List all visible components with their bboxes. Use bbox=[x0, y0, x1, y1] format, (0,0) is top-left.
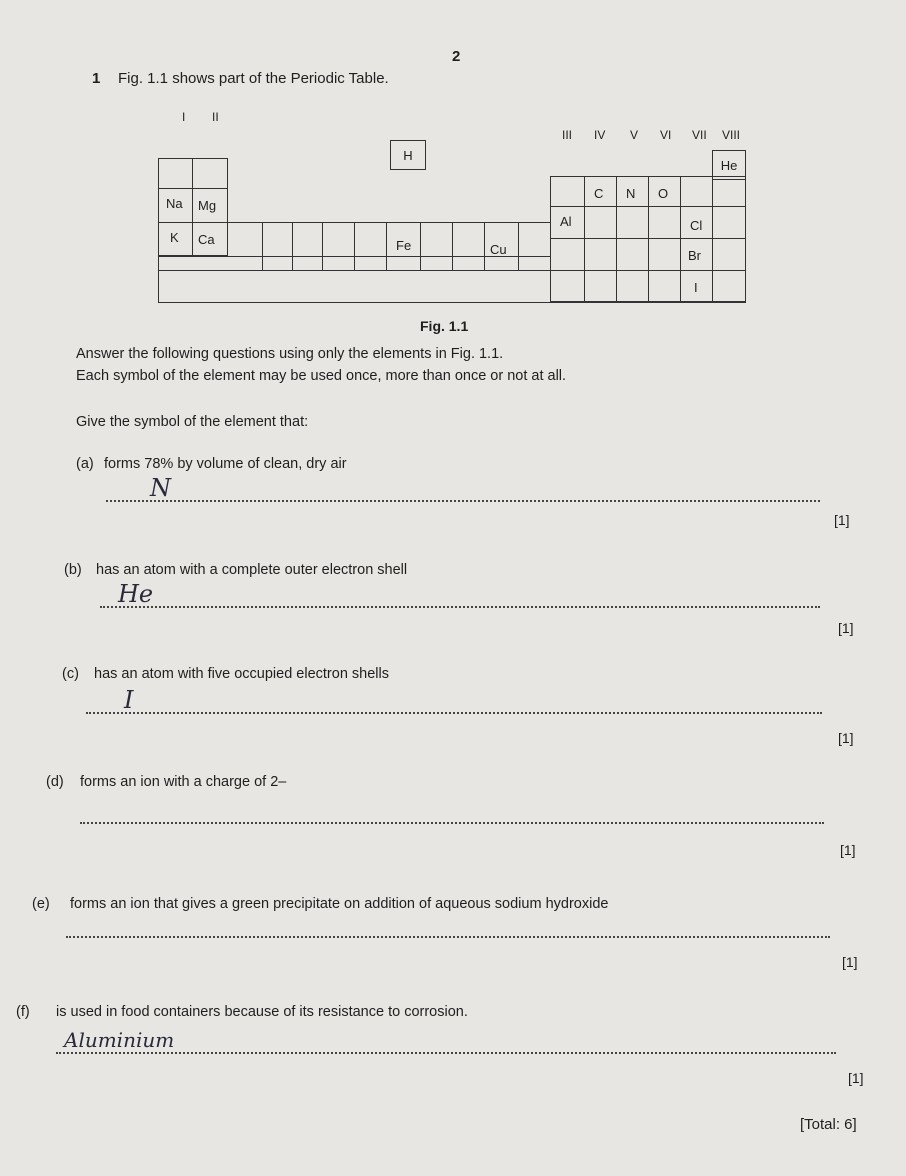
question-a-marks: [1] bbox=[834, 512, 850, 528]
question-b-answer-line[interactable] bbox=[100, 606, 820, 608]
question-a-answer: N bbox=[150, 474, 171, 502]
question-f-answer: Aluminium bbox=[64, 1028, 175, 1052]
question-f-text: is used in food containers because of its resistance to corrosion. bbox=[56, 1004, 468, 1020]
element-C: C bbox=[594, 186, 604, 201]
element-H: H bbox=[390, 140, 426, 170]
question-a-text: forms 78% by volume of clean, dry air bbox=[104, 456, 347, 472]
group-label-2: II bbox=[212, 110, 219, 124]
question-c-label: (c) bbox=[62, 666, 79, 682]
element-O: O bbox=[658, 186, 669, 201]
question-c-text: has an atom with five occupied electron shells bbox=[94, 666, 389, 682]
instruction-line-2: Each symbol of the element may be used once, more than once or not at all. bbox=[76, 368, 567, 384]
element-He: He bbox=[712, 150, 746, 180]
element-Br: Br bbox=[688, 248, 701, 263]
question-f-answer-line[interactable] bbox=[56, 1052, 836, 1054]
question-e-text: forms an ion that gives a green precipitate on addition of aqueous sodium hydroxide bbox=[70, 896, 609, 912]
element-Mg: Mg bbox=[198, 198, 217, 213]
question-c-marks: [1] bbox=[838, 730, 854, 746]
element-I: I bbox=[694, 280, 698, 295]
question-d-answer-line[interactable] bbox=[80, 822, 824, 824]
question-b-marks: [1] bbox=[838, 620, 854, 636]
group-label-8: VIII bbox=[722, 128, 741, 142]
question-a-label: (a) bbox=[76, 456, 94, 472]
question-c-answer: I bbox=[124, 686, 134, 714]
group-label-1: I bbox=[182, 110, 186, 124]
group-label-5: V bbox=[630, 128, 639, 142]
question-f-marks: [1] bbox=[848, 1070, 864, 1086]
question-d-marks: [1] bbox=[840, 842, 856, 858]
question-b-answer: He bbox=[118, 580, 154, 608]
question-number: 1 bbox=[92, 70, 101, 87]
element-Ca: Ca bbox=[198, 232, 215, 247]
element-Cl: Cl bbox=[690, 218, 703, 233]
question-e-answer-line[interactable] bbox=[66, 936, 830, 938]
total-marks: [Total: 6] bbox=[800, 1116, 857, 1133]
question-d-label: (d) bbox=[46, 774, 64, 790]
group-label-3: III bbox=[562, 128, 573, 142]
element-Al: Al bbox=[560, 214, 572, 229]
question-f-label: (f) bbox=[16, 1004, 30, 1020]
question-intro: Fig. 1.1 shows part of the Periodic Table. bbox=[118, 70, 389, 87]
element-Cu: Cu bbox=[490, 242, 507, 257]
group-label-4: IV bbox=[594, 128, 606, 142]
question-e-label: (e) bbox=[32, 896, 50, 912]
figure-caption: Fig. 1.1 bbox=[420, 318, 469, 334]
element-K: K bbox=[170, 230, 179, 245]
element-N: N bbox=[626, 186, 636, 201]
instruction-line-1: Answer the following questions using only the elements in Fig. 1.1. bbox=[76, 346, 504, 362]
question-b-label: (b) bbox=[64, 562, 82, 578]
instruction-line-3: Give the symbol of the element that: bbox=[76, 414, 309, 430]
group-label-7: VII bbox=[692, 128, 707, 142]
page-number: 2 bbox=[452, 48, 461, 65]
question-a-answer-line[interactable] bbox=[106, 500, 820, 502]
group-label-6: VI bbox=[660, 128, 672, 142]
question-b-text: has an atom with a complete outer electron shell bbox=[96, 562, 408, 578]
question-e-marks: [1] bbox=[842, 954, 858, 970]
question-d-text: forms an ion with a charge of 2– bbox=[80, 774, 287, 790]
element-Fe: Fe bbox=[396, 238, 412, 253]
question-c-answer-line[interactable] bbox=[86, 712, 822, 714]
element-Na: Na bbox=[166, 196, 183, 211]
